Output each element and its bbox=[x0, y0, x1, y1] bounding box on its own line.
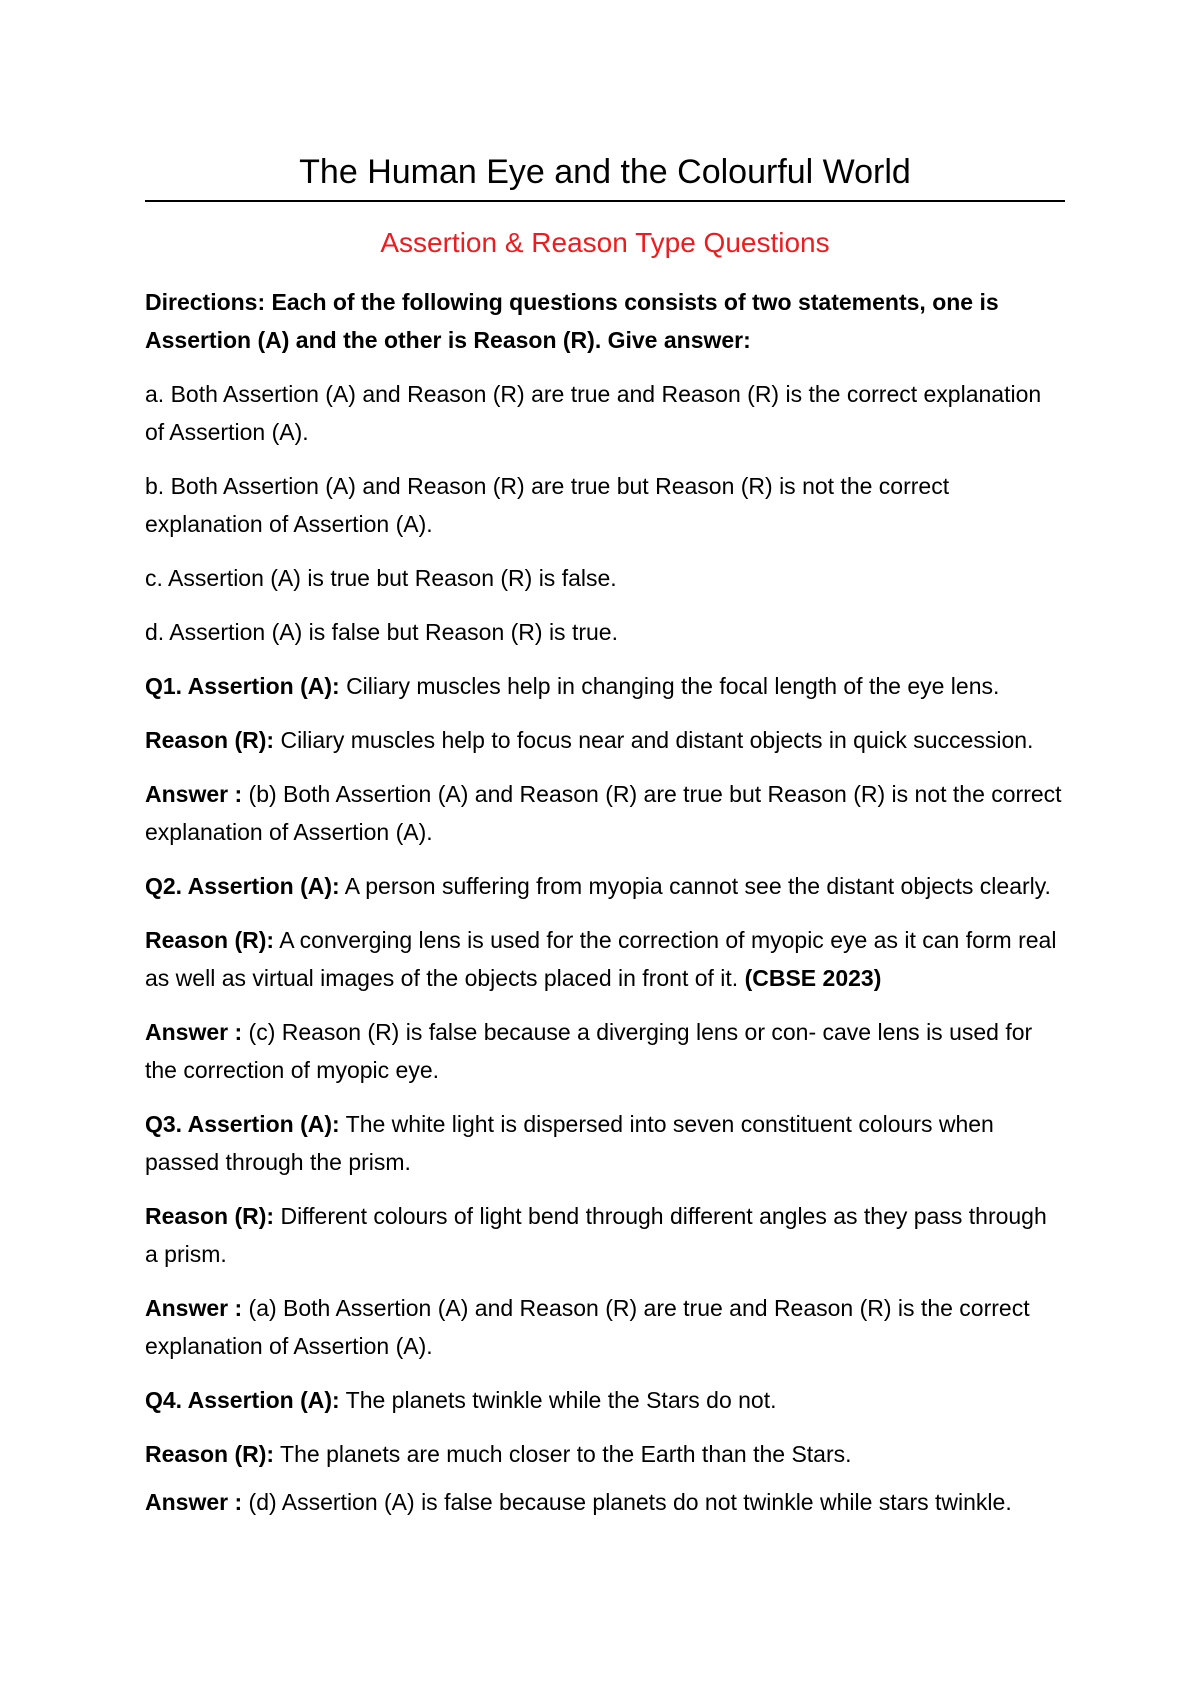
option-a: a. Both Assertion (A) and Reason (R) are true and Reason (R) is the correct explanation of Assertion (A). bbox=[145, 381, 1042, 445]
q2-answer-label: Answer : bbox=[145, 1019, 243, 1045]
q3-answer-text: (a) Both Assertion (A) and Reason (R) are true and Reason (R) is the correct explanation of Assertion (A). bbox=[145, 1295, 1030, 1359]
q4-reason-text: The planets are much closer to the Earth than the Stars. bbox=[280, 1441, 852, 1467]
q1-reason-label: Reason (R): bbox=[145, 727, 275, 753]
q3-answer bbox=[145, 1289, 1065, 1365]
q2-source-note: (CBSE 2023) bbox=[744, 965, 882, 991]
option-d: d. Assertion (A) is false but Reason (R) is true. bbox=[145, 619, 618, 645]
q3-assertion bbox=[145, 1105, 1065, 1181]
q3-reason-label: Reason (R): bbox=[145, 1203, 275, 1229]
q2-reason-label: Reason (R): bbox=[145, 927, 275, 953]
q1-assertion bbox=[145, 667, 1065, 705]
q1-assertion-text: Ciliary muscles help in changing the focal length of the eye lens. bbox=[346, 673, 1000, 699]
q2-assertion bbox=[145, 867, 1065, 905]
q1-answer-text: (b) Both Assertion (A) and Reason (R) are true but Reason (R) is not the correct explanation of Assertion (A). bbox=[145, 781, 1062, 845]
q3-label: Q3. Assertion (A): bbox=[145, 1111, 340, 1137]
q3-reason-text: Different colours of light bend through different angles as they pass through a prism. bbox=[145, 1203, 1047, 1267]
q1-answer-label: Answer : bbox=[145, 781, 243, 807]
q1-reason bbox=[145, 721, 1065, 759]
document-body bbox=[145, 283, 1065, 1537]
q4-reason-label: Reason (R): bbox=[145, 1441, 275, 1467]
section-subtitle: Assertion & Reason Type Questions bbox=[380, 227, 830, 258]
q1-answer bbox=[145, 775, 1065, 851]
q4-answer bbox=[145, 1483, 1065, 1521]
q2-reason-text: A converging lens is used for the correction of myopic eye as it can form real as well as virtual images of the objects placed in front of it. bbox=[145, 927, 1057, 991]
q4-assertion bbox=[145, 1381, 1065, 1419]
q4-label: Q4. Assertion (A): bbox=[145, 1387, 340, 1413]
page-title: The Human Eye and the Colourful World bbox=[299, 153, 911, 191]
option-b: b. Both Assertion (A) and Reason (R) are true but Reason (R) is not the correct explanation of Assertion (A). bbox=[145, 473, 950, 537]
q1-reason-text: Ciliary muscles help to focus near and distant objects in quick succession. bbox=[280, 727, 1034, 753]
q4-assertion-text: The planets twinkle while the Stars do not. bbox=[345, 1387, 777, 1413]
q4-reason bbox=[145, 1435, 1065, 1473]
q1-label: Q1. Assertion (A): bbox=[145, 673, 340, 699]
q4-answer-label: Answer : bbox=[145, 1489, 243, 1515]
q3-assertion-text: The white light is dispersed into seven constituent colours when passed through the prism. bbox=[145, 1111, 994, 1175]
q3-reason bbox=[145, 1197, 1065, 1273]
q3-answer-label: Answer : bbox=[145, 1295, 243, 1321]
q2-label: Q2. Assertion (A): bbox=[145, 873, 340, 899]
q2-reason bbox=[145, 921, 1065, 997]
q2-assertion-text: A person suffering from myopia cannot see the distant objects clearly. bbox=[344, 873, 1051, 899]
directions-text: Directions: Each of the following questions consists of two statements, one is Assertion (A) and the other is Reason (R). Give answer: bbox=[145, 289, 999, 353]
q4-answer-text: (d) Assertion (A) is false because planets do not twinkle while stars twinkle. bbox=[248, 1489, 1012, 1515]
q2-answer-text: (c) Reason (R) is false because a diverging lens or con- cave lens is used for the correction of myopic eye. bbox=[145, 1019, 1033, 1083]
title-divider bbox=[145, 200, 1065, 202]
option-c: c. Assertion (A) is true but Reason (R) is false. bbox=[145, 565, 617, 591]
q2-answer bbox=[145, 1013, 1065, 1089]
